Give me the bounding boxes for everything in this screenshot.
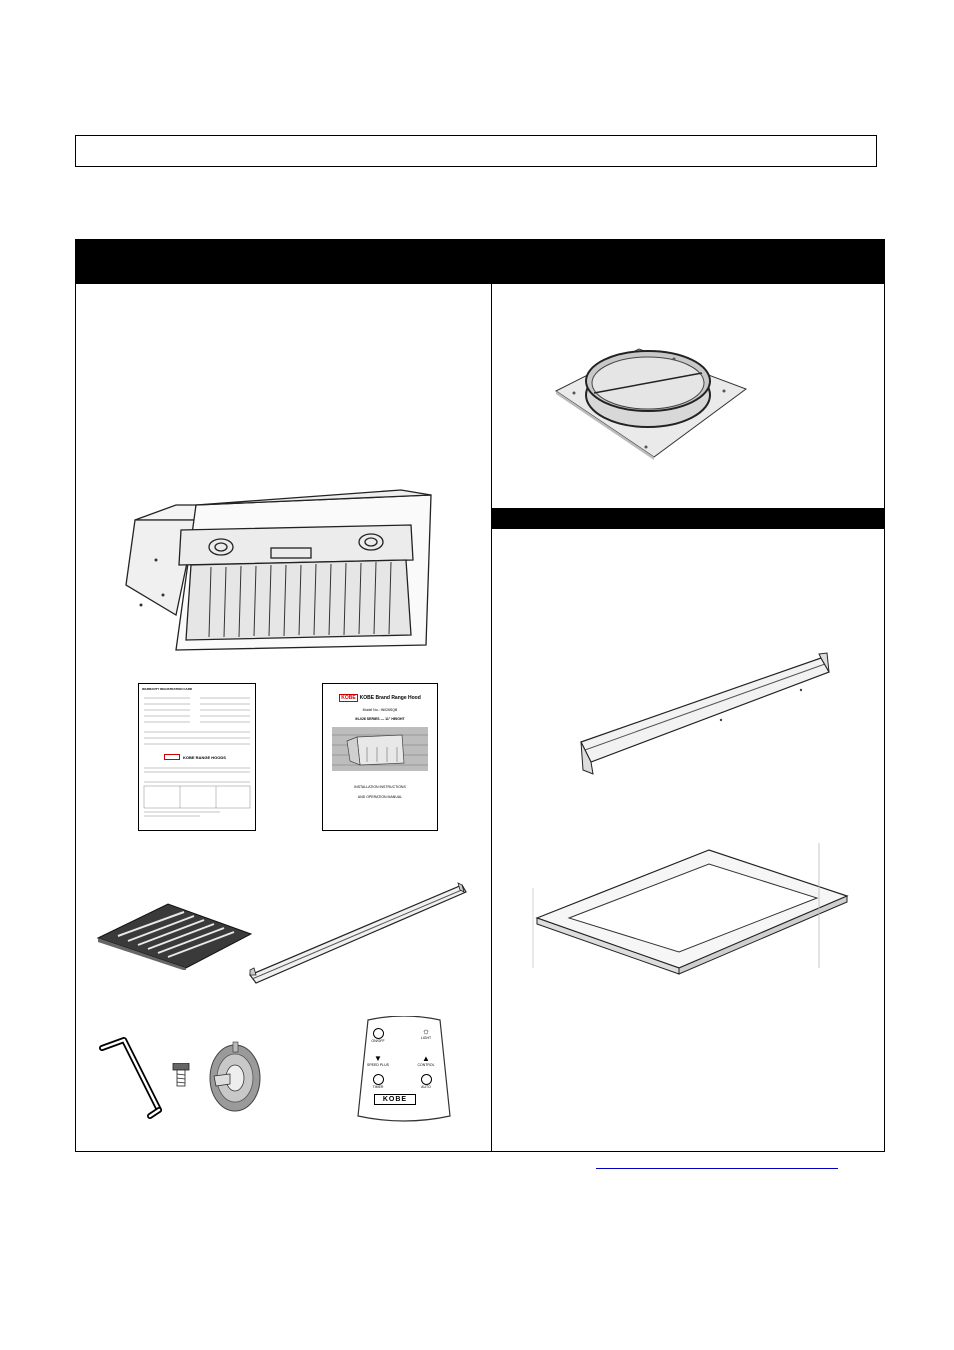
- column-divider: [491, 240, 492, 1151]
- liner-frame-illustration: [529, 838, 849, 978]
- parts-table: [75, 239, 885, 1152]
- front-flange-illustration: [571, 650, 836, 778]
- manual-model-label: Model No.:: [362, 708, 380, 712]
- manual-cover-image: [332, 727, 428, 771]
- timer-icon: [373, 1074, 384, 1085]
- screw-icon: [171, 1063, 191, 1089]
- rear-rail-illustration: [246, 880, 468, 990]
- speed-plus-label: SPEED PLUS: [367, 1063, 389, 1067]
- table-header-left: [76, 240, 491, 284]
- control-panel-brand: KOBE: [374, 1094, 416, 1105]
- manual-operation-line: AND OPERATION MANUAL: [357, 795, 403, 799]
- light-label: LIGHT: [420, 1036, 432, 1040]
- on-off-label: ON/OFF: [371, 1039, 385, 1043]
- hex-key-illustration: [94, 1030, 166, 1122]
- light-icon: ☼: [421, 1026, 431, 1036]
- optional-parts-header: [492, 508, 884, 531]
- grease-filter-illustration: [96, 890, 256, 970]
- manual-illustration: [322, 683, 438, 831]
- duct-adapter-illustration: [554, 343, 749, 461]
- footer-link[interactable]: [596, 1168, 838, 1169]
- manual-brand-logo: KOBE: [341, 695, 356, 701]
- warranty-card-heading: WARRANTY REGISTRATION CARD: [142, 687, 193, 691]
- control-label: CONTROL: [417, 1063, 435, 1067]
- warranty-card-illustration: [138, 683, 256, 831]
- range-hood-insert-illustration: [121, 485, 441, 655]
- table-header-right: [492, 240, 884, 284]
- warranty-card-brand: KOBE RANGE HOODS: [183, 754, 226, 760]
- auto-icon: [421, 1074, 432, 1085]
- auto-label: AUTO: [421, 1085, 431, 1089]
- timer-label: TIMER: [372, 1085, 384, 1089]
- section-title-box: [75, 135, 877, 167]
- mounting-knob-illustration: [208, 1038, 263, 1113]
- kobe-logo-icon: [164, 754, 180, 760]
- manual-install-line: INSTALLATION INSTRUCTIONS: [354, 785, 406, 789]
- control-panel-illustration: [354, 1016, 454, 1124]
- power-icon: [373, 1028, 384, 1039]
- manual-series: IN-026 SERIES — 11" HEIGHT: [355, 717, 405, 721]
- manual-model-value: IN026SQB: [380, 708, 398, 712]
- speed-down-icon: ▼: [374, 1054, 382, 1063]
- speed-up-icon: ▲: [422, 1054, 430, 1063]
- manual-title: KOBE Brand Range Hood: [359, 695, 421, 701]
